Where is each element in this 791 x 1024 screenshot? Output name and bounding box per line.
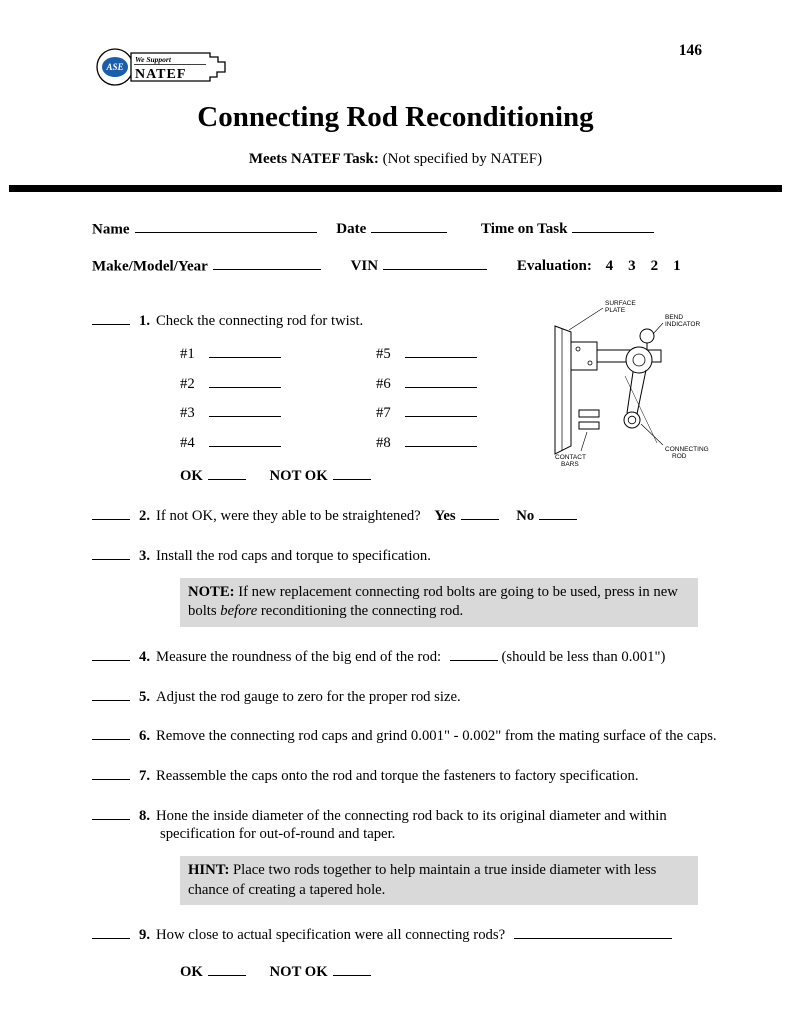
step-4-question: Measure the roundness of the big end of the rod: <box>156 648 442 665</box>
rod-field-blank <box>405 373 477 388</box>
step-6-number: 6. <box>139 728 151 745</box>
form-line-1 <box>92 218 731 239</box>
rod-field <box>180 373 376 394</box>
yes-label: Yes <box>434 508 456 525</box>
rod-field-label: #5 <box>376 345 391 362</box>
time-on-task-blank <box>572 218 654 233</box>
rod-field-blank <box>209 343 281 358</box>
step-8-text: Hone the inside diameter of the connecting rod back to its original diameter and within specification for out-of-round and taper. <box>156 808 667 843</box>
rod-field-label: #6 <box>376 375 391 392</box>
date-label: Date <box>336 220 367 237</box>
rod-field-label: #7 <box>376 405 391 422</box>
leader-line <box>569 308 603 330</box>
step-4-suffix: (should be less than 0.001") <box>501 648 666 665</box>
surface-plate-label-line1: SURFACE <box>605 300 636 307</box>
step-2-row <box>92 505 721 526</box>
surface-plate-label <box>605 300 636 314</box>
date-blank <box>371 218 447 233</box>
ok-blank <box>208 961 246 976</box>
ok-label: OK <box>180 963 203 980</box>
note-label: NOTE: <box>188 583 235 600</box>
bend-indicator-label-line1: BEND <box>665 314 684 321</box>
leader-line <box>653 323 663 334</box>
step-7-row <box>92 765 721 786</box>
bend-indicator-label <box>665 314 700 328</box>
contact-bars-label <box>555 454 586 468</box>
rod-field <box>180 432 376 453</box>
step-9-question: How close to actual specification were all connecting rods? <box>156 926 506 943</box>
hint-box <box>180 856 698 905</box>
rod-field <box>180 402 376 423</box>
note-text-pre: If new replacement connecting rod bolts are going to be used, press in new bolts <box>188 583 678 620</box>
rod-field-blank <box>405 343 477 358</box>
step-4-score-blank <box>92 646 130 661</box>
connecting-rod-label-line1: CONNECTING <box>665 446 709 453</box>
step-6-score-blank <box>92 725 130 740</box>
evaluation-scale: 4 3 2 1 <box>605 258 681 275</box>
leader-line <box>641 424 663 445</box>
step-1-text: Check the connecting rod for twist. <box>156 312 364 329</box>
step-9-number: 9. <box>139 926 151 943</box>
step-8-score-blank <box>92 805 130 820</box>
step-5 <box>92 686 721 707</box>
step-9 <box>92 924 721 982</box>
make-model-year-blank <box>213 255 321 270</box>
step-5-number: 5. <box>139 688 151 705</box>
yes-blank <box>461 505 499 520</box>
step-7 <box>92 765 721 786</box>
ase-logo-text: ASE <box>106 62 124 72</box>
step-2-question: If not OK, were they able to be straightened? <box>156 508 421 525</box>
step-9-ok-line <box>180 961 721 982</box>
step-6-row <box>92 725 721 746</box>
rod-field-blank <box>209 432 281 447</box>
leader-line <box>625 376 657 443</box>
surface-plate-shape <box>555 326 571 454</box>
step-8 <box>92 805 721 905</box>
make-model-year-label: Make/Model/Year <box>92 258 208 275</box>
step-3 <box>92 545 721 627</box>
step-5-score-blank <box>92 686 130 701</box>
rod-beam-edge <box>627 372 633 413</box>
step-3-score-blank <box>92 545 130 560</box>
step-2 <box>92 505 721 526</box>
rod-field-label: #1 <box>180 345 195 362</box>
rod-field-label: #4 <box>180 435 195 452</box>
rod-big-end-bore <box>633 354 645 366</box>
step-6-text: Remove the connecting rod caps and grind 0.001" - 0.002" from the mating surface of the caps. <box>156 728 717 745</box>
name-blank <box>135 218 317 233</box>
page-number: 146 <box>678 42 702 59</box>
rod-field-blank <box>405 432 477 447</box>
ok-blank <box>208 465 246 480</box>
step-1-score-blank <box>92 310 130 325</box>
step-3-text: Install the rod caps and torque to specification. <box>156 547 431 564</box>
step-8-row <box>92 805 721 844</box>
hint-text: Place two rods together to help maintain a true inside diameter with less chance of creating a tapered hole. <box>188 862 657 898</box>
step-5-text: Adjust the rod gauge to zero for the proper rod size. <box>156 688 461 705</box>
rod-field-label: #2 <box>180 375 195 392</box>
logo-we-support-text: We Support <box>135 55 171 64</box>
bend-indicator-dial <box>640 329 654 343</box>
step-9-row <box>92 924 721 945</box>
contact-bar <box>579 410 599 417</box>
meets-task-line <box>0 150 791 168</box>
form-line-2 <box>92 255 731 276</box>
step-7-number: 7. <box>139 768 151 785</box>
step-3-number: 3. <box>139 547 151 564</box>
rod-small-end-bore <box>628 416 636 424</box>
step-9-score-blank <box>92 924 130 939</box>
rod-field-label: #3 <box>180 405 195 422</box>
time-on-task-label: Time on Task <box>481 220 568 237</box>
contact-bar <box>579 422 599 429</box>
connecting-rod-label <box>665 446 709 460</box>
no-blank <box>539 505 577 520</box>
not-ok-blank <box>333 961 371 976</box>
no-label: No <box>516 508 535 525</box>
rod-beam-edge <box>637 370 646 414</box>
surface-plate-label-line2: PLATE <box>605 307 626 314</box>
ok-label: OK <box>180 468 203 485</box>
rod-field <box>180 343 376 364</box>
step-1-number: 1. <box>139 312 151 329</box>
vin-label: VIN <box>350 258 379 275</box>
step-2-number: 2. <box>139 508 151 525</box>
name-label: Name <box>92 220 130 237</box>
rod-field-blank <box>209 373 281 388</box>
not-ok-label: NOT OK <box>269 468 328 485</box>
step-4-number: 4. <box>139 648 151 665</box>
contact-bars-label-line2: BARS <box>561 461 579 468</box>
not-ok-blank <box>333 465 371 480</box>
leader-line <box>581 432 587 451</box>
step-7-score-blank <box>92 765 130 780</box>
rod-field-label: #8 <box>376 435 391 452</box>
rod-field-blank <box>209 402 281 417</box>
step-4-row <box>92 646 721 667</box>
meets-task-label: Meets NATEF Task: <box>248 151 379 168</box>
contact-bars-label-line1: CONTACT <box>555 454 586 461</box>
fixture-bracket <box>571 342 597 370</box>
step-3-row <box>92 545 721 566</box>
step-9-text <box>156 927 672 943</box>
step-2-score-blank <box>92 505 130 520</box>
step-4 <box>92 646 721 667</box>
divider-bar <box>9 185 782 192</box>
page-title: Connecting Rod Reconditioning <box>197 101 594 133</box>
rod-alignment-figure <box>527 296 717 474</box>
connecting-rod-label-line2: ROD <box>672 453 687 460</box>
natef-logo <box>94 40 234 98</box>
roundness-answer-blank <box>450 646 498 661</box>
note-text-post: reconditioning the connecting rod. <box>260 603 464 620</box>
note-box <box>180 578 698 627</box>
step-6 <box>92 725 721 746</box>
rod-field-blank <box>405 402 477 417</box>
step-5-row <box>92 686 721 707</box>
bend-indicator-label-line2: INDICATOR <box>665 321 701 328</box>
step-8-number: 8. <box>139 808 151 825</box>
step-7-text: Reassemble the caps onto the rod and torque the fasteners to factory specification. <box>156 768 639 785</box>
hint-label: HINT: <box>188 862 230 879</box>
spec-answer-blank <box>514 924 672 939</box>
vin-blank <box>383 255 487 270</box>
step-4-text <box>156 649 665 665</box>
meets-task-value: (Not specified by NATEF) <box>382 151 543 168</box>
evaluation-label: Evaluation: <box>516 258 592 275</box>
step-2-text <box>156 508 577 524</box>
natef-logo-text: NATEF <box>135 67 187 82</box>
not-ok-label: NOT OK <box>269 963 328 980</box>
note-text-italic: before <box>220 603 258 620</box>
